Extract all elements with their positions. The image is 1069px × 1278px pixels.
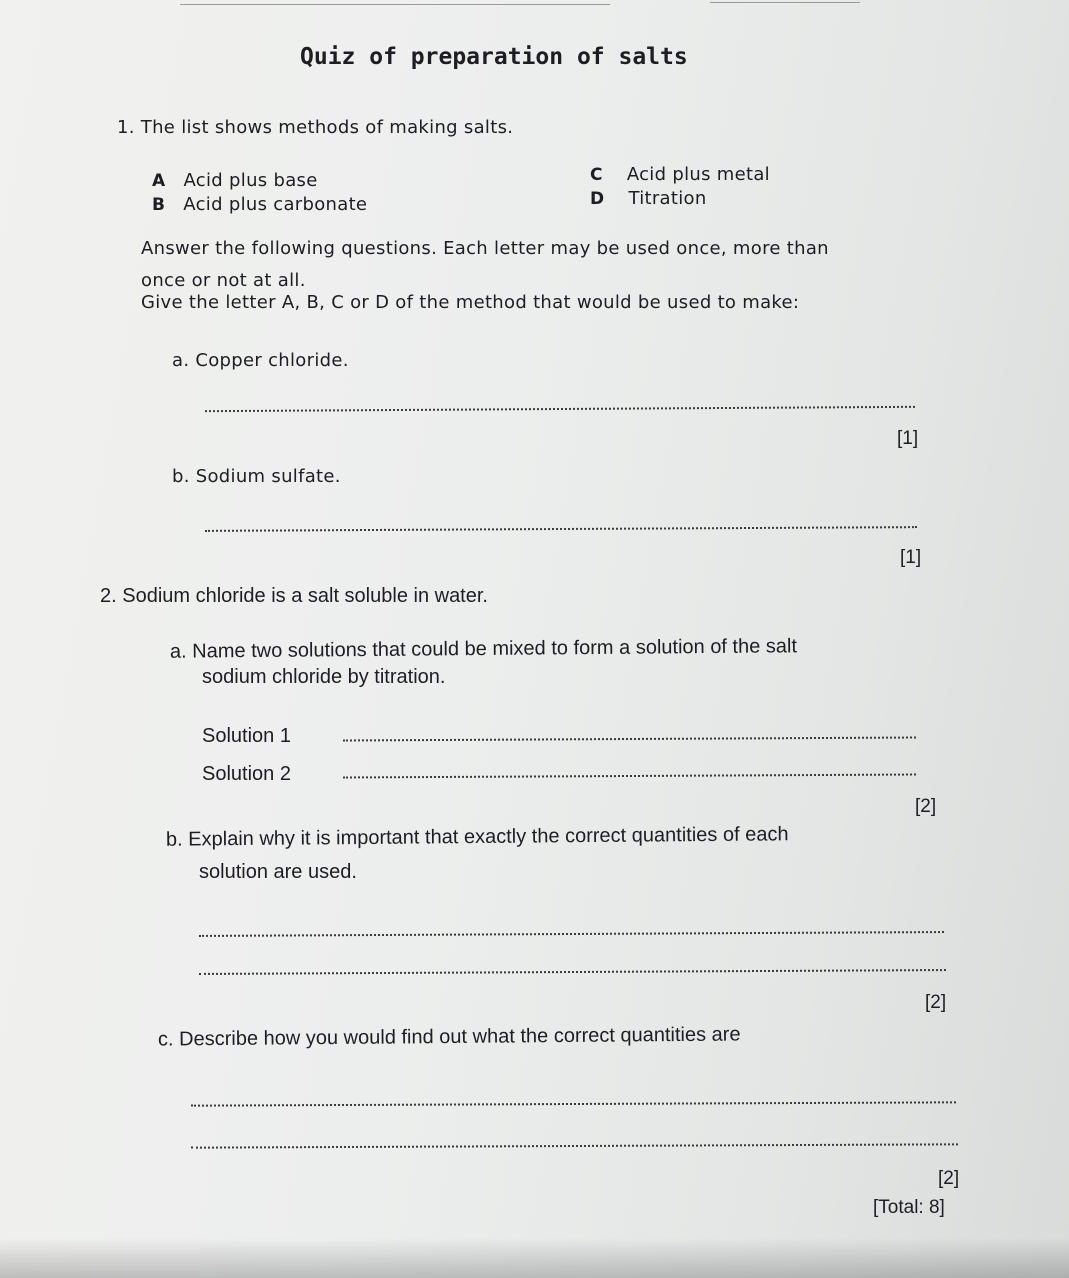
- solution-1-label: Solution 1: [202, 725, 291, 747]
- q1-stem: 1. The list shows methods of making salts.: [117, 117, 514, 138]
- q1a-prompt: a. Copper chloride.: [172, 350, 349, 371]
- option-letter: A: [152, 171, 166, 191]
- q1b-marks: [1]: [900, 547, 922, 568]
- option-text: Titration: [628, 188, 707, 209]
- option-text: Acid plus metal: [626, 164, 770, 185]
- q1a-answer-line[interactable]: [205, 406, 915, 412]
- q1-option-a: [152, 170, 318, 191]
- q2c-marks: [2]: [938, 1168, 960, 1189]
- q1-option-b: [152, 194, 367, 215]
- top-edge-line: [180, 4, 610, 5]
- q2b-marks: [2]: [925, 992, 947, 1013]
- page-shadow: [0, 1238, 1069, 1278]
- total-marks: [Total: 8]: [873, 1197, 945, 1218]
- option-text: Acid plus base: [183, 170, 318, 191]
- top-edge-line-right: [710, 2, 860, 3]
- option-letter: C: [590, 165, 603, 185]
- q2b-answer-line-2[interactable]: [199, 969, 946, 975]
- q1b-answer-line[interactable]: [205, 526, 917, 532]
- solution-2-label: Solution 2: [202, 763, 291, 785]
- option-letter: D: [590, 189, 605, 209]
- q2c-answer-line-2[interactable]: [191, 1143, 958, 1148]
- q1-option-c: [590, 164, 770, 185]
- option-text: Acid plus carbonate: [183, 194, 368, 215]
- q1-instruction-line2: once or not at all.: [141, 270, 306, 291]
- q2a-marks: [2]: [915, 796, 937, 817]
- q1b-prompt: b. Sodium sulfate.: [172, 466, 341, 487]
- page-title: Quiz of preparation of salts: [300, 44, 688, 70]
- q1-instruction-line3: Give the letter A, B, C or D of the method that would be used to make:: [141, 292, 800, 313]
- option-letter: B: [152, 195, 166, 215]
- q1a-marks: [1]: [897, 428, 919, 449]
- solution-2-answer-line[interactable]: [343, 773, 916, 778]
- q2-stem: 2. Sodium chloride is a salt soluble in water.: [100, 585, 488, 607]
- solution-1-answer-line[interactable]: [343, 736, 916, 741]
- q2a-prompt-line2: sodium chloride by titration.: [202, 666, 446, 688]
- q2b-answer-line-1[interactable]: [199, 931, 944, 937]
- q1-option-d: [590, 188, 707, 209]
- q2b-prompt-line2: solution are used.: [199, 861, 357, 883]
- q2b-prompt-line1: b. Explain why it is important that exactly the correct quantities of each: [165, 823, 789, 851]
- q2c-prompt: c. Describe how you would find out what the correct quantities are: [157, 1023, 741, 1051]
- q2c-answer-line-1[interactable]: [191, 1101, 956, 1106]
- q1-instruction-line1: Answer the following questions. Each letter may be used once, more than: [141, 238, 829, 259]
- q2a-prompt-line1: a. Name two solutions that could be mixed to form a solution of the salt: [169, 635, 798, 663]
